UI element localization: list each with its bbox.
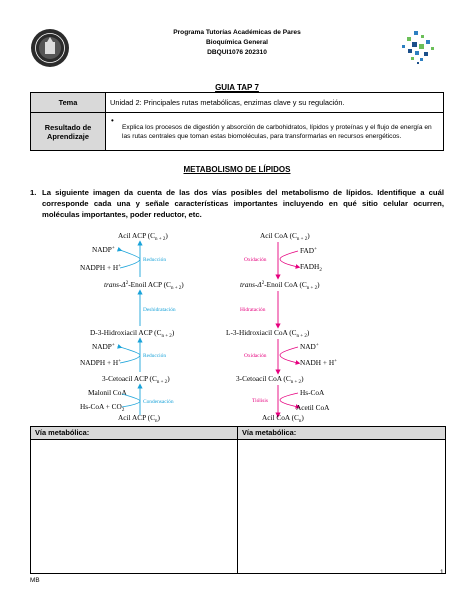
- right-step4-label: Tiólisis: [252, 398, 268, 404]
- right-cofactor1-out: $FADH_2$: [300, 262, 322, 273]
- resultado-label: Resultado de Aprendizaje: [31, 113, 106, 151]
- left-step4-label: Condensación: [143, 399, 174, 405]
- right-curved-arrow-1: [280, 251, 298, 267]
- tema-value: Unidad 2: Principales rutas metabólicas, enzimas clave y su regulación.: [106, 93, 444, 113]
- guide-title: GUIA TAP 7: [215, 83, 259, 92]
- right-curved-arrow-2: [280, 347, 298, 363]
- program-name: Programa Tutorías Académicas de Pares: [173, 29, 301, 36]
- left-input1: Malonil CoA: [88, 388, 127, 397]
- resultado-value: Explica los procesos de digestión y absorción de carbohidratos, lípidos y proteínas y el flujo de energía en las rutas centrales que toman estas biomoléculas, para transformarlas en recursos energéticos.: [122, 123, 432, 140]
- response-column-1-header: Vía metabólica:: [31, 427, 237, 440]
- question-text: La siguiente imagen da cuenta de las dos vías posibles del metabolismo de lípidos. Identifique a cuál corresponde cada una y señale características importantes incluyendo en qué sitio celular ocurren, moléculas importantes, poder reductor, etc.: [42, 188, 444, 219]
- info-table: [30, 92, 444, 151]
- left-cofactor2-out: NADPH + H+: [80, 358, 121, 367]
- footer-author: MB: [30, 577, 40, 584]
- left-step3-label: Reducción: [143, 353, 167, 359]
- section-title: METABOLISMO DE LÍPIDOS: [183, 165, 291, 174]
- right-cofactor2-in: NAD+: [300, 342, 319, 351]
- left-cofactor2-in: NADP+: [92, 342, 115, 351]
- left-curved-arrow-1: [120, 250, 140, 268]
- left-input2: $Hs-CoA + CO_2$: [80, 402, 125, 413]
- right-cofactor1-in: FAD+: [300, 246, 317, 255]
- left-mid1-compound: trans-$\Delta^2$-Enoil ACP $(C_{n + 2})$: [104, 280, 184, 291]
- right-mid3-compound: 3-Cetoacil CoA $(C_{n + 2})$: [236, 374, 304, 385]
- right-cofactor2-out: NADH + H+: [300, 358, 337, 367]
- right-step1-label: Oxidación: [244, 257, 267, 263]
- bullet-icon: •: [111, 116, 114, 125]
- left-step2-label: Deshidratación: [143, 307, 176, 313]
- question-number: 1.: [30, 188, 37, 197]
- response-table: [30, 426, 446, 574]
- right-input1: Hs-CoA: [300, 388, 325, 397]
- right-mid1-compound: trans-$\Delta^2$-Enoil CoA $(C_{n + 2})$: [240, 280, 320, 291]
- left-curved-arrow-2: [120, 347, 140, 363]
- lipid-metabolism-diagram: [40, 229, 340, 424]
- response-column-2-header: Vía metabólica:: [238, 427, 445, 440]
- response-column-1[interactable]: [31, 427, 238, 573]
- response-column-2[interactable]: [238, 427, 445, 573]
- resultado-cell: [106, 113, 444, 151]
- left-mid3-compound: 3-Cetoacil ACP $(C_{n + 2})$: [102, 374, 170, 385]
- tema-label: Tema: [31, 93, 106, 113]
- left-cofactor1-in: NADP+: [92, 245, 115, 254]
- course-code: DBQUI1076 202310: [207, 49, 267, 56]
- right-step3-label: Oxidación: [244, 353, 267, 359]
- right-top-compound: Acil CoA $(C_{n + 2})$: [260, 231, 310, 242]
- left-mid2-compound: D-3-Hidroxiacil ACP $(C_{n + 2})$: [90, 328, 175, 339]
- left-cofactor1-out: NADPH + H+: [80, 263, 121, 272]
- right-mid2-compound: L-3-Hidroxiacil CoA $(C_{n + 2})$: [226, 328, 310, 339]
- course-name: Bioquímica General: [206, 39, 268, 46]
- right-output1: Acetil CoA: [296, 403, 330, 412]
- left-bottom-compound: Acil ACP $(C_n)$: [118, 413, 160, 424]
- right-step2-label: Hidratación: [240, 307, 266, 313]
- page-number: 1: [440, 569, 444, 576]
- left-step1-label: Reducción: [143, 257, 167, 263]
- left-top-compound: Acil ACP $(C_{n + 2})$: [118, 231, 168, 242]
- right-bottom-compound: Acil CoA $(C_n)$: [262, 413, 304, 424]
- question-1: [30, 187, 444, 220]
